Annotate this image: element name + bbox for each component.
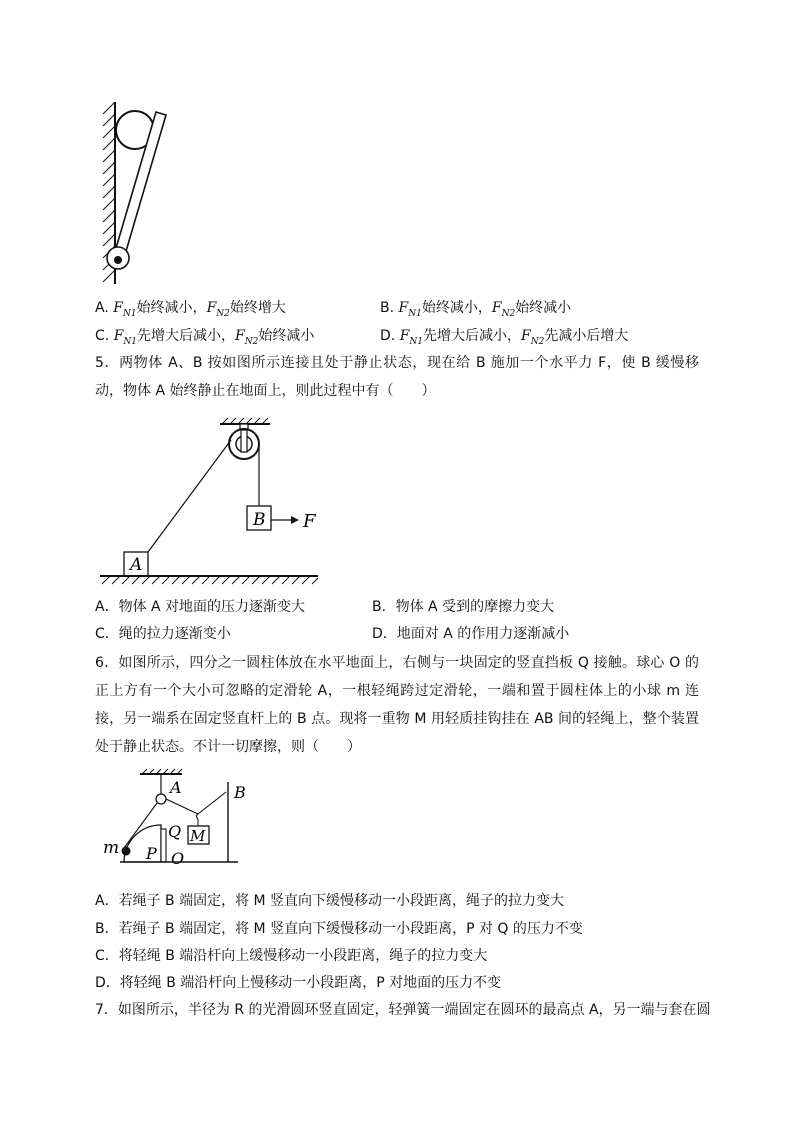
q5-option-a[interactable]: A．物体 A 对地面的压力逐渐变大 <box>95 599 306 615</box>
q5-option-d[interactable]: D．地面对 A 的作用力逐渐减小 <box>372 626 570 642</box>
q6-stem: 6．如图所示，四分之一圆柱体放在水平地面上，右侧与一块固定的竖直挡板 Q 接触。球心 O 的正上方有一个大小可忽略的定滑轮 A，一根轻绳跨过定滑轮，一端和置于圆柱体上的小球 m 连接，另一端系在固定竖直杆上的 B 点。现将一重物 M 用轻质挂钩挂在 AB 间的轻绳上，整个装置处于静止状态。不计一切摩擦，则（ ） <box>95 655 699 755</box>
label-b: B <box>234 783 246 802</box>
option-letter: B. <box>380 300 395 316</box>
label-q: Q <box>168 822 182 841</box>
figure-pulley-a-b <box>98 416 330 592</box>
q4-option-a[interactable] <box>95 298 286 324</box>
q7-stem: 7．如图所示，半径为 R 的光滑圆环竖直固定，轻弹簧一端固定在圆环的最高点 A，另一端与套在圆 <box>95 1002 711 1018</box>
q6-option-d[interactable]: D．将轻绳 B 端沿杆向上慢移动一小段距离，P 对地面的压力不变 <box>95 975 502 991</box>
option-letter: D. <box>380 328 396 344</box>
label-o: O <box>171 849 185 868</box>
option-text: $F_{N1}$始终减小，$F_{N2}$始终减小 <box>398 300 572 319</box>
q4-option-b[interactable] <box>380 298 571 324</box>
option-text: $F_{N1}$先增大后减小，$F_{N2}$先减小后增大 <box>399 328 629 347</box>
q5-stem: 5．两物体 A、B 按如图所示连接且处于静止状态，现在给 B 施加一个水平力 F，使 B 缓慢移动，物体 A 始终静止在地面上，则此过程中有（ ） <box>95 355 699 399</box>
option-text: $F_{N1}$先增大后减小，$F_{N2}$始终减小 <box>113 328 315 347</box>
label-m-big: M <box>190 827 206 845</box>
label-f: F <box>303 511 316 532</box>
label-p: P <box>146 844 157 863</box>
q4-option-d[interactable] <box>380 326 628 352</box>
q6-option-c[interactable]: C．将轻绳 B 端沿杆向上缓慢移动一小段距离，绳子的拉力变大 <box>95 948 488 964</box>
label-a: A <box>130 555 143 575</box>
q4-option-c[interactable] <box>95 326 314 352</box>
q6-option-a[interactable]: A．若绳子 B 端固定，将 M 竖直向下缓慢移动一小段距离，绳子的拉力变大 <box>95 893 565 909</box>
label-b: B <box>253 510 266 530</box>
label-m-small: m <box>103 838 120 858</box>
option-letter: C. <box>95 328 110 344</box>
figure-cylinder-pulley <box>100 768 260 868</box>
q5-option-c[interactable]: C．绳的拉力逐渐变小 <box>95 626 231 642</box>
label-a: A <box>170 778 182 797</box>
q5-option-b[interactable]: B．物体 A 受到的摩擦力变大 <box>372 599 555 615</box>
option-text: $F_{N1}$始终减小，$F_{N2}$始终增大 <box>113 300 286 319</box>
figure-wall-ball-board <box>90 98 180 288</box>
q6-option-b[interactable]: B．若绳子 B 端固定，将 M 竖直向下缓慢移动一小段距离，P 对 Q 的压力不变 <box>95 921 583 937</box>
option-letter: A. <box>95 300 109 316</box>
